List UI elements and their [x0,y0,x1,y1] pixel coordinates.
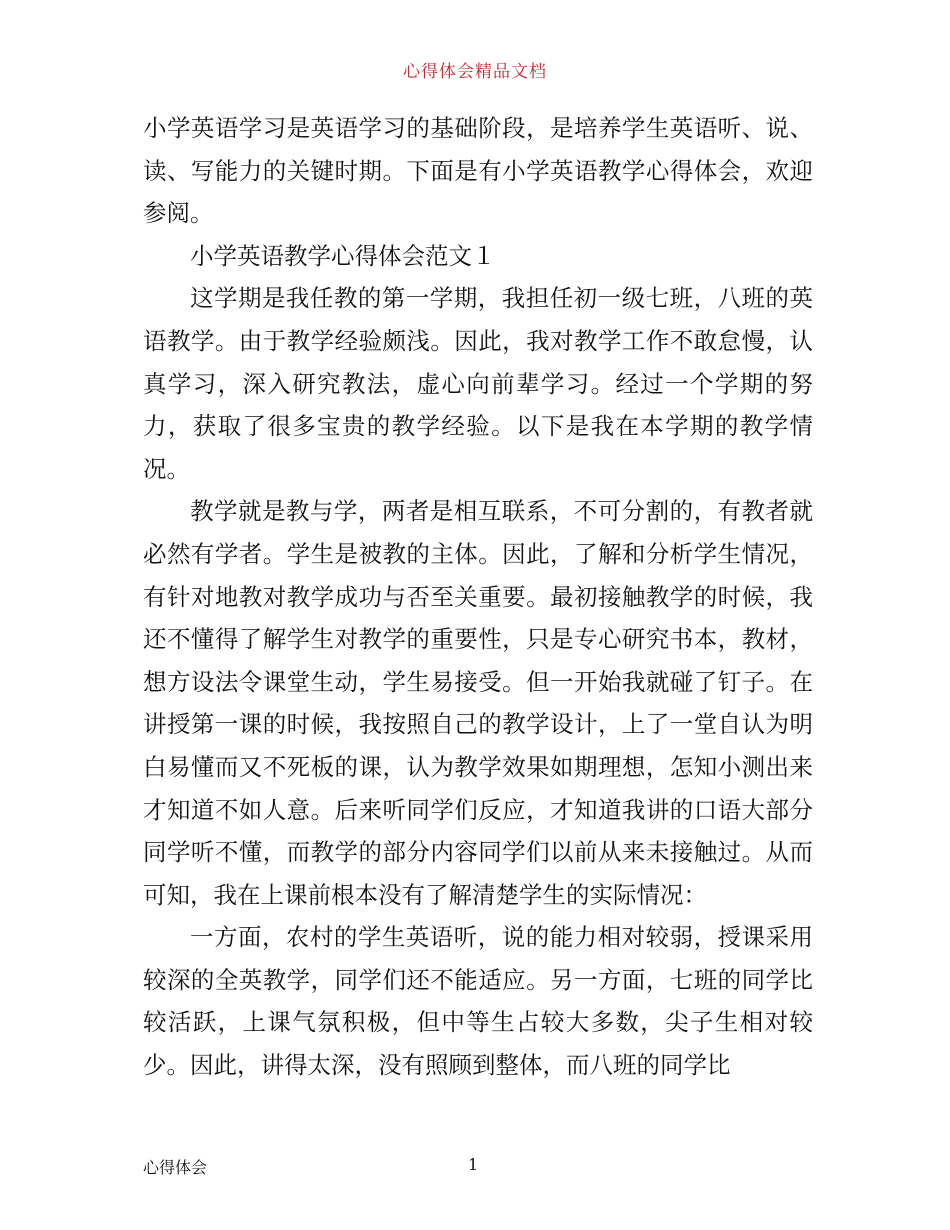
body-paragraph: 一方面，农村的学生英语听，说的能力相对较弱，授课采用较深的全英教学，同学们还不能适应。另一方面，七班的同学比较活跃，上课气氛积极，但中等生占较大多数，尖子生相对较少。因此，讲得太深，没有照顾到整体，而八班的同学比 [143,923,813,1080]
page-header-title: 心得体会精品文档 [403,62,547,82]
section-heading: 小学英语教学心得体会范文１ [190,241,496,270]
footer-label: 心得体会 [143,1158,208,1177]
page-number: 1 [468,1155,479,1174]
intro-paragraph: 小学英语学习是英语学习的基础阶段，是培养学生英语听、说、读、写能力的关键时期。下面是有小学英语教学心得体会，欢迎参阅。 [143,114,813,228]
document-body [143,107,813,1087]
body-paragraph: 这学期是我任教的第一学期，我担任初一级七班，八班的英语教学。由于教学经验颇浅。因此，我对教学工作不敢怠慢，认真学习，深入研究教法，虚心向前辈学习。经过一个学期的努力，获取了很多宝贵的教学经验。以下是我在本学期的教学情况。 [143,284,813,483]
body-paragraph: 教学就是教与学，两者是相互联系，不可分割的，有教者就必然有学者。学生是被教的主体。因此，了解和分析学生情况，有针对地教对教学成功与否至关重要。最初接触教学的时候，我还不懂得了解学生对教学的重要性，只是专心研究书本，教材，想方设法令课堂生动，学生易接受。但一开始我就碰了钉子。在讲授第一课的时候，我按照自己的教学设计，上了一堂自认为明白易懂而又不死板的课，认为教学效果如期理想，怎知小测出来才知道不如人意。后来听同学们反应，才知道我讲的口语大部分同学听不懂，而教学的部分内容同学们以前从来未接触过。从而可知，我在上课前根本没有了解清楚学生的实际情况： [143,497,813,909]
